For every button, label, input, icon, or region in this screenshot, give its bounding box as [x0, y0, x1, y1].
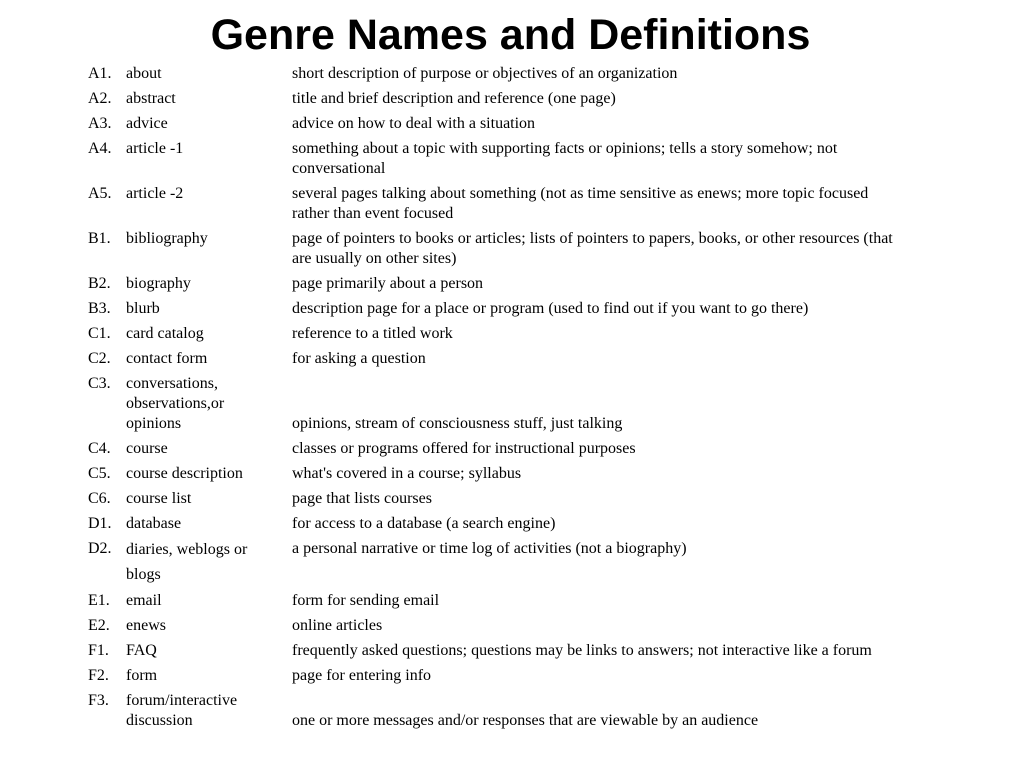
genre-name: article -2: [126, 185, 184, 202]
genre-row-a5: [88, 184, 908, 224]
genre-definition: online articles: [292, 617, 383, 634]
genre-name: conversations, observations,or opinions: [126, 375, 225, 432]
genre-code: A4.: [88, 140, 112, 157]
genre-name: about: [126, 65, 162, 82]
genre-definition: page of pointers to books or articles; lists of pointers to papers, books, or other resources (that are usually on other sites): [292, 230, 893, 267]
genre-definition: a personal narrative or time log of activities (not a biography): [292, 540, 687, 557]
genre-row-c5: [88, 464, 908, 484]
genre-row-a3: [88, 114, 908, 134]
genre-row-a2: [88, 89, 908, 109]
genre-name: database: [126, 515, 182, 532]
genre-code: D1.: [88, 515, 112, 532]
genre-definition: what's covered in a course; syllabus: [292, 465, 522, 482]
genre-row-e2: [88, 616, 908, 636]
genre-code: C3.: [88, 375, 111, 392]
genre-code: E1.: [88, 592, 110, 609]
genre-row-f3: [88, 691, 908, 731]
genre-code: A1.: [88, 65, 112, 82]
genre-code: C6.: [88, 490, 111, 507]
genre-definition: reference to a titled work: [292, 325, 453, 342]
genre-definition: for asking a question: [292, 350, 426, 367]
genre-row-d2: [88, 539, 908, 587]
genre-row-d1: [88, 514, 908, 534]
genre-definition: frequently asked questions; questions may be links to answers; not interactive like a forum: [292, 642, 872, 659]
genre-code: C5.: [88, 465, 111, 482]
genre-definition: page primarily about a person: [292, 275, 484, 292]
genre-row-f1: [88, 641, 908, 661]
genre-name: course: [126, 440, 168, 457]
genre-code: E2.: [88, 617, 110, 634]
genre-code: F1.: [88, 642, 109, 659]
genre-definition: one or more messages and/or responses that are viewable by an audience: [292, 712, 759, 729]
genre-definition: opinions, stream of consciousness stuff, just talking: [292, 415, 623, 432]
genre-row-a1: [88, 64, 908, 84]
genre-row-c2: [88, 349, 908, 369]
genre-name: article -1: [126, 140, 184, 157]
genre-code: D2.: [88, 540, 112, 557]
genre-name: email: [126, 592, 162, 609]
genre-row-e1: [88, 591, 908, 611]
genre-row-c1: [88, 324, 908, 344]
genre-row-c3: [88, 374, 908, 434]
genre-definition: classes or programs offered for instructional purposes: [292, 440, 636, 457]
genre-code: B3.: [88, 300, 111, 317]
genre-name: forum/interactive discussion: [126, 692, 238, 729]
genre-name: card catalog: [126, 325, 204, 342]
genre-row-f2: [88, 666, 908, 686]
genre-name: bibliography: [126, 230, 208, 247]
genre-code: F3.: [88, 692, 109, 709]
genre-name: course description: [126, 465, 243, 482]
genre-code: B1.: [88, 230, 111, 247]
genre-definition: advice on how to deal with a situation: [292, 115, 536, 132]
genre-definition: several pages talking about something (not as time sensitive as enews; more topic focused rather than event focused: [292, 185, 869, 222]
genre-name: FAQ: [126, 642, 157, 659]
genre-code: B2.: [88, 275, 111, 292]
genre-row-b2: [88, 274, 908, 294]
genre-name: contact form: [126, 350, 208, 367]
genre-name: blurb: [126, 300, 160, 317]
genre-code: F2.: [88, 667, 109, 684]
genre-definition: title and brief description and reference (one page): [292, 90, 616, 107]
genre-row-b1: [88, 229, 908, 269]
genre-code: C4.: [88, 440, 111, 457]
genre-name: biography: [126, 275, 191, 292]
genre-name: abstract: [126, 90, 176, 107]
genre-name: course list: [126, 490, 192, 507]
genre-name: diaries, weblogs or blogs: [126, 541, 248, 583]
genre-code: A2.: [88, 90, 112, 107]
genre-row-c6: [88, 489, 908, 509]
genre-name: form: [126, 667, 158, 684]
genre-name: enews: [126, 617, 166, 634]
genre-code: A3.: [88, 115, 112, 132]
genre-code: C1.: [88, 325, 111, 342]
genre-definition: page that lists courses: [292, 490, 432, 507]
genre-row-c4: [88, 439, 908, 459]
genre-code: A5.: [88, 185, 112, 202]
genre-row-a4: [88, 139, 908, 179]
genre-definition: short description of purpose or objectives of an organization: [292, 65, 678, 82]
genre-code: C2.: [88, 350, 111, 367]
genre-definition: for access to a database (a search engine): [292, 515, 556, 532]
genre-definition: something about a topic with supporting facts or opinions; tells a story somehow; not conversational: [292, 140, 838, 177]
genre-name: advice: [126, 115, 168, 132]
page-title: Genre Names and Definitions: [210, 11, 811, 59]
genre-row-b3: [88, 299, 908, 319]
genre-definition: page for entering info: [292, 667, 432, 684]
genre-definition: form for sending email: [292, 592, 440, 609]
genre-definition: description page for a place or program (used to find out if you want to go there): [292, 300, 809, 317]
genre-list: [88, 64, 908, 731]
